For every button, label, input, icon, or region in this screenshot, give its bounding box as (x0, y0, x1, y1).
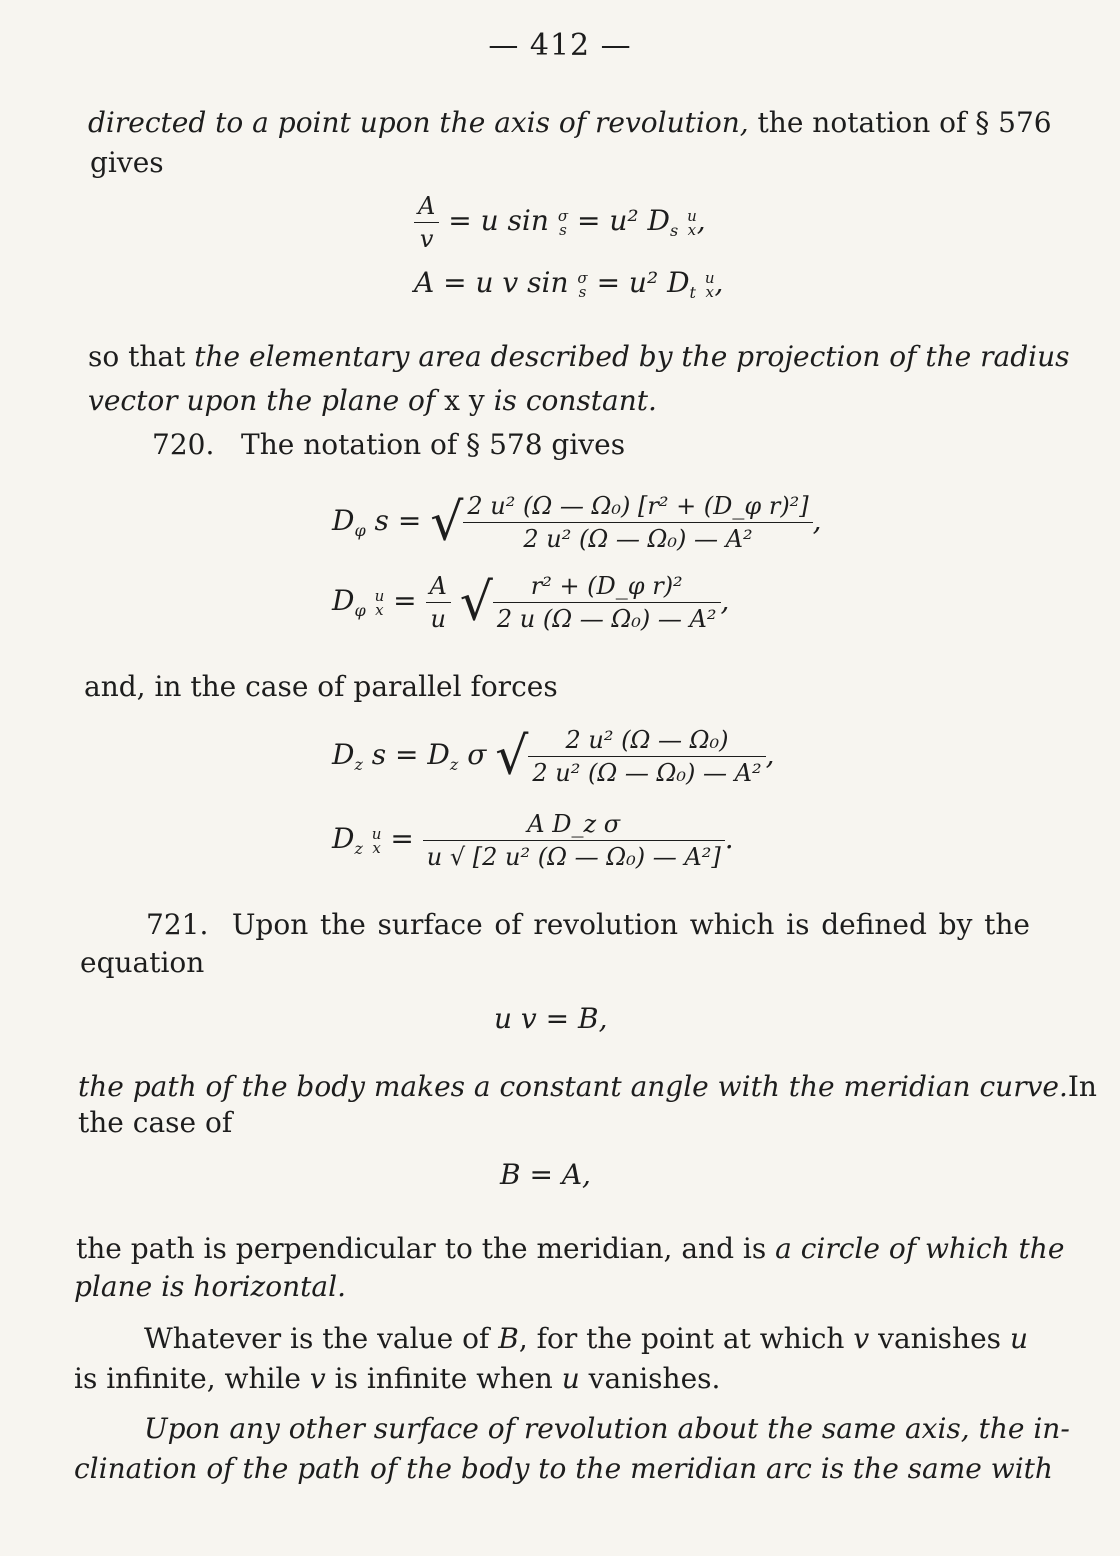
paragraph-line: clination of the path of the body to the meridian arc is the same with (74, 1452, 1053, 1485)
equation: u v = B, (494, 1002, 608, 1035)
section-number: 720. (152, 428, 215, 461)
paragraph-line: plane is horizontal. (74, 1270, 346, 1303)
paragraph-line: directed to a point upon the axis of revolution, the notation of § 576 (88, 106, 1052, 139)
section-number: 721. (146, 908, 209, 941)
paragraph-line: gives (90, 146, 164, 179)
paragraph-line: and, in the case of parallel forces (84, 670, 558, 703)
equation: $D_\varphi$ u x = $\frac{A}{u}$ √ $\frac{\text{r² + (D\_φ r)²}}{\text{2 u (Ω — Ω₀) — A²}}$ , (332, 572, 730, 633)
paragraph-line: is infinite, while v is infinite when u vanishes. (74, 1362, 721, 1395)
section-721: 721. Upon the surface of revolution which is defined by the (146, 908, 1030, 941)
equation: $\frac{A}{v}$ = u sin σ s = u² $D_s$ u x , (414, 192, 706, 253)
paragraph-line: Whatever is the value of B, for the point at which v vanishes u (144, 1322, 1028, 1355)
equation: B = A, (500, 1158, 591, 1191)
paragraph-line: Upon any other surface of revolution about the same axis, the in- (144, 1412, 1070, 1445)
paragraph-line: the path is perpendicular to the meridian, and is a circle of which the (76, 1232, 1065, 1265)
equation: $D_z$ u x = $\frac{\text{A D\_z σ}}{\text{u √ [2 u² (Ω — Ω₀) — A²]}}$ . (332, 810, 734, 871)
equation: $D_z$ $s = D_z$ σ √ $\frac{\text{2 u² (Ω — Ω₀)}}{\text{2 u² (Ω — Ω₀) — A²}}$ , (332, 726, 775, 787)
page-number: — 412 — (488, 28, 632, 63)
paragraph-line: the case of (78, 1106, 233, 1139)
paragraph-line: vector upon the plane of x y is constant. (88, 384, 657, 417)
paragraph-line: equation (80, 946, 205, 979)
equation: A = u v sin σ s = u² $D_t$ u x , (414, 266, 724, 302)
paragraph-line: so that the elementary area described by the projection of the radius (88, 340, 1070, 373)
paragraph-line: the path of the body makes a constant angle with the meridian curve.In (78, 1070, 1097, 1103)
equation: $D_\varphi$ s = √ $\frac{\text{2 u² (Ω — Ω₀) [r² + (D\_φ r)²]}}{\text{2 u² (Ω — Ω₀) — A²}}$ , (332, 492, 822, 553)
section-720: 720. The notation of § 578 gives (152, 428, 626, 461)
